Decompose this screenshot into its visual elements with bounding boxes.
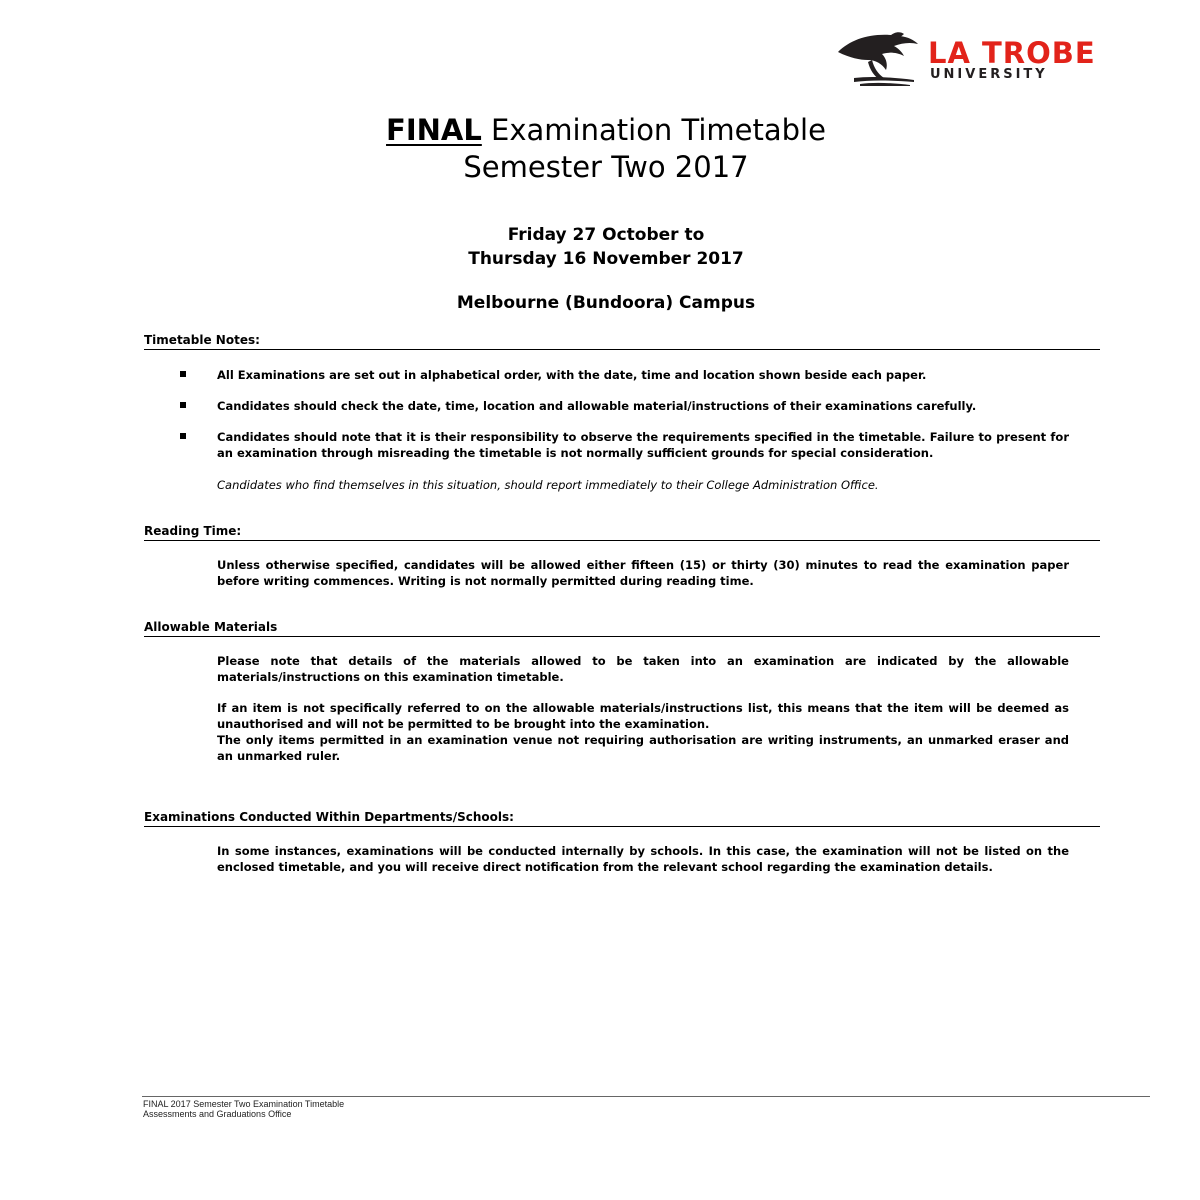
section-heading-timetable-notes: Timetable Notes: [144,333,1100,350]
eagle-icon [834,30,920,86]
note-item: Candidates should check the date, time, location and allowable material/instructions of their examinations carefully. [217,399,977,413]
page-subtitle: Semester Two 2017 [463,150,749,184]
university-logo [834,30,1146,90]
date-range-end: Thursday 16 November 2017 [468,249,744,269]
page-title [0,113,1200,147]
section-heading-internal-exams: Examinations Conducted Within Departments/Schools: [144,810,1100,827]
section-heading-allowable-materials: Allowable Materials [144,620,1100,637]
bullet-marker [180,433,186,439]
footer-office: Assessments and Graduations Office [143,1109,292,1119]
note-italic: Candidates who find themselves in this situation, should report immediately to their College Administration Office. [217,478,879,492]
internal-exams-text: In some instances, examinations will be conducted internally by schools. In this case, the examination will not be listed on the enclosed timetable, and you will receive direct notification from the relevant school regarding the examination details. [217,844,1069,874]
note-item: All Examinations are set out in alphabetical order, with the date, time and location shown beside each paper. [217,368,927,382]
campus-name: Melbourne (Bundoora) Campus [456,293,756,313]
footer-document-title: FINAL 2017 Semester Two Examination Timetable [143,1099,345,1109]
bullet-marker [180,371,186,377]
reading-time-text: Unless otherwise specified, candidates will be allowed either fifteen (15) or thirty (30) minutes to read the examination paper before writing commences. Writing is not normally permitted during reading time. [217,558,1069,588]
title-emphasis: FINAL [386,113,482,147]
materials-para-2: If an item is not specifically referred to on the allowable materials/instructions list, this means that the item will be deemed as unauthorised and will not be permitted to be brought into the examination. [217,701,1069,731]
bullet-marker [180,402,186,408]
materials-para-1: Please note that details of the materials allowed to be taken into an examination are indicated by the allowable materials/instructions on this examination timetable. [217,654,1069,684]
section-heading-reading-time: Reading Time: [144,524,1100,541]
materials-para-3: The only items permitted in an examination venue not requiring authorisation are writing instruments, an unmarked eraser and an unmarked ruler. [217,733,1069,763]
logo-subtitle: UNIVERSITY [930,67,1048,82]
footer-divider [142,1096,1150,1097]
logo-wordmark: LA TROBE [928,36,1096,70]
date-range-start: Friday 27 October to [507,225,705,245]
title-rest: Examination Timetable [481,113,826,147]
note-item: Candidates should note that it is their responsibility to observe the requirements specified in the timetable. Failure to present for an examination through misreading the timetable is not normally sufficient grounds for special consideration. [217,430,1069,460]
